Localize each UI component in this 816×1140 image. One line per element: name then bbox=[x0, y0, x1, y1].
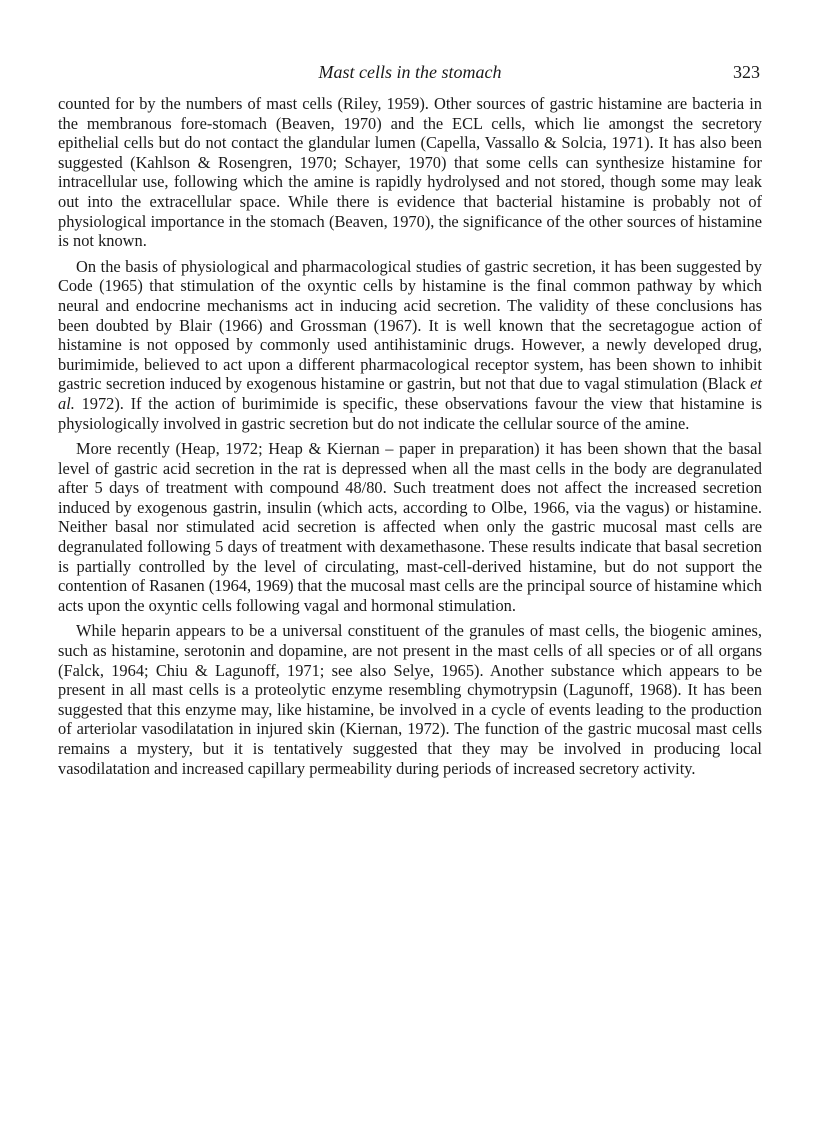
journal-page bbox=[58, 60, 762, 784]
paragraph-recent-findings: More recently (Heap, 1972; Heap & Kiernan – paper in preparation) it has been shown that the basal level of gastric acid secretion in the rat is depressed when all the mast cells in the body are degranulated after 5 days of treatment with compound 48/80. Such treatment does not affect the increased secretion induced by exogenous gastrin, insulin (which acts, according to Olbe, 1966, via the vagus) or histamine. Neither basal nor stimulated acid secretion is affected when only the gastric mucosal mast cells are degranulated following 5 days of treatment with dexamethasone. These results indicate that basal secretion is partially controlled by the level of circulating, mast-cell-derived histamine, but do not support the contention of Rasanen (1964, 1969) that the mucosal mast cells are the principal source of histamine which acts upon the oxyntic cells following vagal and hormonal stimulation. bbox=[58, 439, 762, 615]
running-title: Mast cells in the stomach bbox=[318, 62, 502, 82]
body-text bbox=[58, 94, 762, 778]
page-number: 323 bbox=[733, 62, 760, 82]
paragraph-heparin-and-amines: While heparin appears to be a universal constituent of the granules of mast cells, the biogenic amines, such as histamine, serotonin and dopamine, are not present in the mast cells of all species or of all organs (Falck, 1964; Chiu & Lagunoff, 1971; see also Selye, 1965). Another substance which appears to be present in all mast cells is a proteolytic enzyme resembling chymotrypsin (Lagunoff, 1968). It has been suggested that this enzyme may, like histamine, be involved in a cycle of events leading to the production of arteriolar vasodilatation in injured skin (Kiernan, 1972). The function of the gastric mucosal mast cells remains a mystery, but it is tentatively suggested that they may be involved in producing local vasodilatation and increased capillary permeability during periods of increased secretory activity. bbox=[58, 621, 762, 778]
paragraph-physiological-basis: On the basis of physiological and pharmacological studies of gastric secretion, it has been suggested by Code (1965) that stimulation of the oxyntic cells by histamine is the final common pathway by which neural and endocrine mechanisms act in inducing acid secretion. The validity of these conclusions has been doubted by Blair (1966) and Grossman (1967). It is well known that the secretagogue action of histamine is not opposed by commonly used antihistaminic drugs. However, a newly developed drug, burimimide, believed to act upon a different pharmacological receptor system, has been shown to inhibit gastric secretion induced by exogenous histamine or gastrin, but not that due to vagal stimulation (Black et al. 1972). If the action of burimimide is specific, these observations favour the view that histamine is physiologically involved in gastric secretion but do not indicate the cellular source of the amine. bbox=[58, 256, 762, 433]
et-al-italic: et al. bbox=[58, 374, 762, 413]
paragraph-sources-of-histamine: counted for by the numbers of mast cells (Riley, 1959). Other sources of gastric histamine are bacteria in the membranous fore-stomach (Beaven, 1970) and the ECL cells, which lie amongst the secretory epithelial cells but do not contact the glandular lumen (Capella, Vassallo & Solcia, 1971). It has also been suggested (Kahlson & Rosengren, 1970; Schayer, 1970) that some cells can synthesize histamine for intracellular use, following which the amine is rapidly hydrolysed and not stored, though some may leak out into the extracellular space. While there is evidence that bacterial histamine is probably not of physiological importance in the stomach (Beaven, 1970), the significance of the other sources of histamine is not known. bbox=[58, 94, 762, 251]
running-header bbox=[58, 60, 762, 88]
